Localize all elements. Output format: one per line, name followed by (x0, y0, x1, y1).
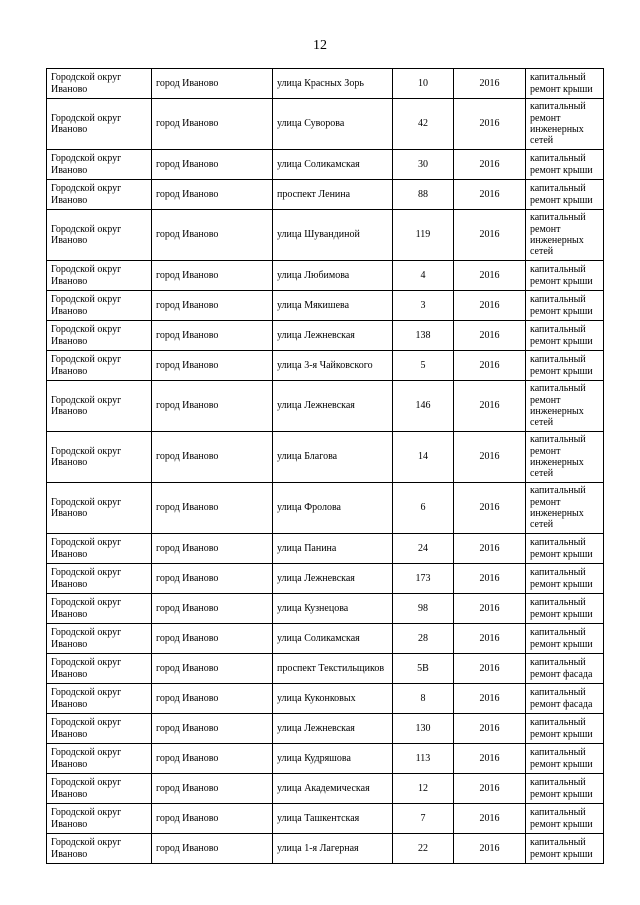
year-cell: 2016 (454, 150, 526, 180)
city-cell: город Иваново (152, 381, 273, 432)
table-row (47, 351, 604, 381)
work-type-cell: капитальный ремонт крыши (526, 714, 604, 744)
district-cell: Городской округ Иваново (47, 684, 152, 714)
city-cell: город Иваново (152, 684, 273, 714)
street-cell: улица Кудряшова (273, 744, 393, 774)
city-cell: город Иваново (152, 564, 273, 594)
city-cell: город Иваново (152, 180, 273, 210)
work-type-cell: капитальный ремонт крыши (526, 774, 604, 804)
house-number-cell: 10 (393, 69, 454, 99)
street-cell: улица Соликамская (273, 624, 393, 654)
district-cell: Городской округ Иваново (47, 534, 152, 564)
table-row (47, 210, 604, 261)
street-cell: улица Академическая (273, 774, 393, 804)
district-cell: Городской округ Иваново (47, 774, 152, 804)
house-number-cell: 12 (393, 774, 454, 804)
district-cell: Городской округ Иваново (47, 381, 152, 432)
city-cell: город Иваново (152, 210, 273, 261)
work-type-cell: капитальный ремонт крыши (526, 834, 604, 864)
table-row (47, 564, 604, 594)
house-number-cell: 5В (393, 654, 454, 684)
house-number-cell: 24 (393, 534, 454, 564)
street-cell: проспект Ленина (273, 180, 393, 210)
table-row (47, 69, 604, 99)
work-type-cell: капитальный ремонт крыши (526, 69, 604, 99)
street-cell: улица Лежневская (273, 381, 393, 432)
year-cell: 2016 (454, 99, 526, 150)
work-type-cell: капитальный ремонт инженерных сетей (526, 99, 604, 150)
street-cell: проспект Текстильщиков (273, 654, 393, 684)
city-cell: город Иваново (152, 261, 273, 291)
street-cell: улица Красных Зорь (273, 69, 393, 99)
table-row (47, 150, 604, 180)
street-cell: улица Фролова (273, 483, 393, 534)
district-cell: Городской округ Иваново (47, 291, 152, 321)
work-type-cell: капитальный ремонт инженерных сетей (526, 483, 604, 534)
district-cell: Городской округ Иваново (47, 804, 152, 834)
district-cell: Городской округ Иваново (47, 99, 152, 150)
year-cell: 2016 (454, 594, 526, 624)
year-cell: 2016 (454, 483, 526, 534)
street-cell: улица Панина (273, 534, 393, 564)
district-cell: Городской округ Иваново (47, 624, 152, 654)
district-cell: Городской округ Иваново (47, 69, 152, 99)
house-number-cell: 173 (393, 564, 454, 594)
work-type-cell: капитальный ремонт крыши (526, 804, 604, 834)
street-cell: улица 3-я Чайковского (273, 351, 393, 381)
house-number-cell: 8 (393, 684, 454, 714)
house-number-cell: 28 (393, 624, 454, 654)
city-cell: город Иваново (152, 624, 273, 654)
city-cell: город Иваново (152, 774, 273, 804)
work-type-cell: капитальный ремонт крыши (526, 744, 604, 774)
street-cell: улица Кузнецова (273, 594, 393, 624)
year-cell: 2016 (454, 714, 526, 744)
table-row (47, 714, 604, 744)
street-cell: улица Любимова (273, 261, 393, 291)
city-cell: город Иваново (152, 594, 273, 624)
table-row (47, 804, 604, 834)
table-row (47, 654, 604, 684)
year-cell: 2016 (454, 624, 526, 654)
district-cell: Городской округ Иваново (47, 564, 152, 594)
table-row (47, 381, 604, 432)
table-row (47, 432, 604, 483)
work-type-cell: капитальный ремонт инженерных сетей (526, 432, 604, 483)
house-number-cell: 7 (393, 804, 454, 834)
year-cell: 2016 (454, 534, 526, 564)
district-cell: Городской округ Иваново (47, 180, 152, 210)
house-number-cell: 119 (393, 210, 454, 261)
house-number-cell: 113 (393, 744, 454, 774)
year-cell: 2016 (454, 744, 526, 774)
city-cell: город Иваново (152, 483, 273, 534)
house-number-cell: 98 (393, 594, 454, 624)
year-cell: 2016 (454, 381, 526, 432)
house-number-cell: 130 (393, 714, 454, 744)
repair-registry-table (46, 68, 604, 864)
work-type-cell: капитальный ремонт инженерных сетей (526, 210, 604, 261)
city-cell: город Иваново (152, 714, 273, 744)
city-cell: город Иваново (152, 321, 273, 351)
street-cell: улица Ташкентская (273, 804, 393, 834)
table-row (47, 624, 604, 654)
year-cell: 2016 (454, 291, 526, 321)
house-number-cell: 14 (393, 432, 454, 483)
district-cell: Городской округ Иваново (47, 321, 152, 351)
page-number: 12 (313, 38, 327, 53)
street-cell: улица Лежневская (273, 714, 393, 744)
street-cell: улица Мякишева (273, 291, 393, 321)
house-number-cell: 4 (393, 261, 454, 291)
work-type-cell: капитальный ремонт крыши (526, 624, 604, 654)
city-cell: город Иваново (152, 744, 273, 774)
city-cell: город Иваново (152, 804, 273, 834)
table-row (47, 99, 604, 150)
table-row (47, 321, 604, 351)
district-cell: Городской округ Иваново (47, 714, 152, 744)
year-cell: 2016 (454, 834, 526, 864)
year-cell: 2016 (454, 654, 526, 684)
district-cell: Городской округ Иваново (47, 594, 152, 624)
city-cell: город Иваново (152, 69, 273, 99)
year-cell: 2016 (454, 564, 526, 594)
street-cell: улица 1-я Лагерная (273, 834, 393, 864)
work-type-cell: капитальный ремонт крыши (526, 564, 604, 594)
year-cell: 2016 (454, 210, 526, 261)
work-type-cell: капитальный ремонт фасада (526, 684, 604, 714)
year-cell: 2016 (454, 351, 526, 381)
street-cell: улица Шувандиной (273, 210, 393, 261)
house-number-cell: 146 (393, 381, 454, 432)
city-cell: город Иваново (152, 534, 273, 564)
table-row (47, 744, 604, 774)
work-type-cell: капитальный ремонт крыши (526, 180, 604, 210)
year-cell: 2016 (454, 321, 526, 351)
work-type-cell: капитальный ремонт крыши (526, 351, 604, 381)
city-cell: город Иваново (152, 291, 273, 321)
district-cell: Городской округ Иваново (47, 210, 152, 261)
table-row (47, 291, 604, 321)
table-row (47, 594, 604, 624)
table-row (47, 534, 604, 564)
year-cell: 2016 (454, 180, 526, 210)
district-cell: Городской округ Иваново (47, 654, 152, 684)
year-cell: 2016 (454, 69, 526, 99)
district-cell: Городской округ Иваново (47, 351, 152, 381)
house-number-cell: 5 (393, 351, 454, 381)
house-number-cell: 6 (393, 483, 454, 534)
house-number-cell: 30 (393, 150, 454, 180)
year-cell: 2016 (454, 432, 526, 483)
work-type-cell: капитальный ремонт крыши (526, 150, 604, 180)
table-row (47, 684, 604, 714)
work-type-cell: капитальный ремонт крыши (526, 594, 604, 624)
street-cell: улица Благова (273, 432, 393, 483)
city-cell: город Иваново (152, 150, 273, 180)
street-cell: улица Лежневская (273, 564, 393, 594)
district-cell: Городской округ Иваново (47, 744, 152, 774)
table-row (47, 261, 604, 291)
city-cell: город Иваново (152, 834, 273, 864)
work-type-cell: капитальный ремонт крыши (526, 534, 604, 564)
district-cell: Городской округ Иваново (47, 432, 152, 483)
street-cell: улица Куконковых (273, 684, 393, 714)
house-number-cell: 22 (393, 834, 454, 864)
district-cell: Городской округ Иваново (47, 261, 152, 291)
work-type-cell: капитальный ремонт фасада (526, 654, 604, 684)
house-number-cell: 3 (393, 291, 454, 321)
city-cell: город Иваново (152, 99, 273, 150)
work-type-cell: капитальный ремонт крыши (526, 291, 604, 321)
street-cell: улица Суворова (273, 99, 393, 150)
city-cell: город Иваново (152, 654, 273, 684)
district-cell: Городской округ Иваново (47, 150, 152, 180)
work-type-cell: капитальный ремонт крыши (526, 321, 604, 351)
year-cell: 2016 (454, 774, 526, 804)
district-cell: Городской округ Иваново (47, 483, 152, 534)
table-row (47, 834, 604, 864)
city-cell: город Иваново (152, 351, 273, 381)
city-cell: город Иваново (152, 432, 273, 483)
table-row (47, 774, 604, 804)
year-cell: 2016 (454, 261, 526, 291)
house-number-cell: 138 (393, 321, 454, 351)
street-cell: улица Соликамская (273, 150, 393, 180)
year-cell: 2016 (454, 804, 526, 834)
table-row (47, 180, 604, 210)
table-body (47, 69, 604, 864)
house-number-cell: 42 (393, 99, 454, 150)
house-number-cell: 88 (393, 180, 454, 210)
work-type-cell: капитальный ремонт крыши (526, 261, 604, 291)
work-type-cell: капитальный ремонт инженерных сетей (526, 381, 604, 432)
table-row (47, 483, 604, 534)
street-cell: улица Лежневская (273, 321, 393, 351)
district-cell: Городской округ Иваново (47, 834, 152, 864)
year-cell: 2016 (454, 684, 526, 714)
